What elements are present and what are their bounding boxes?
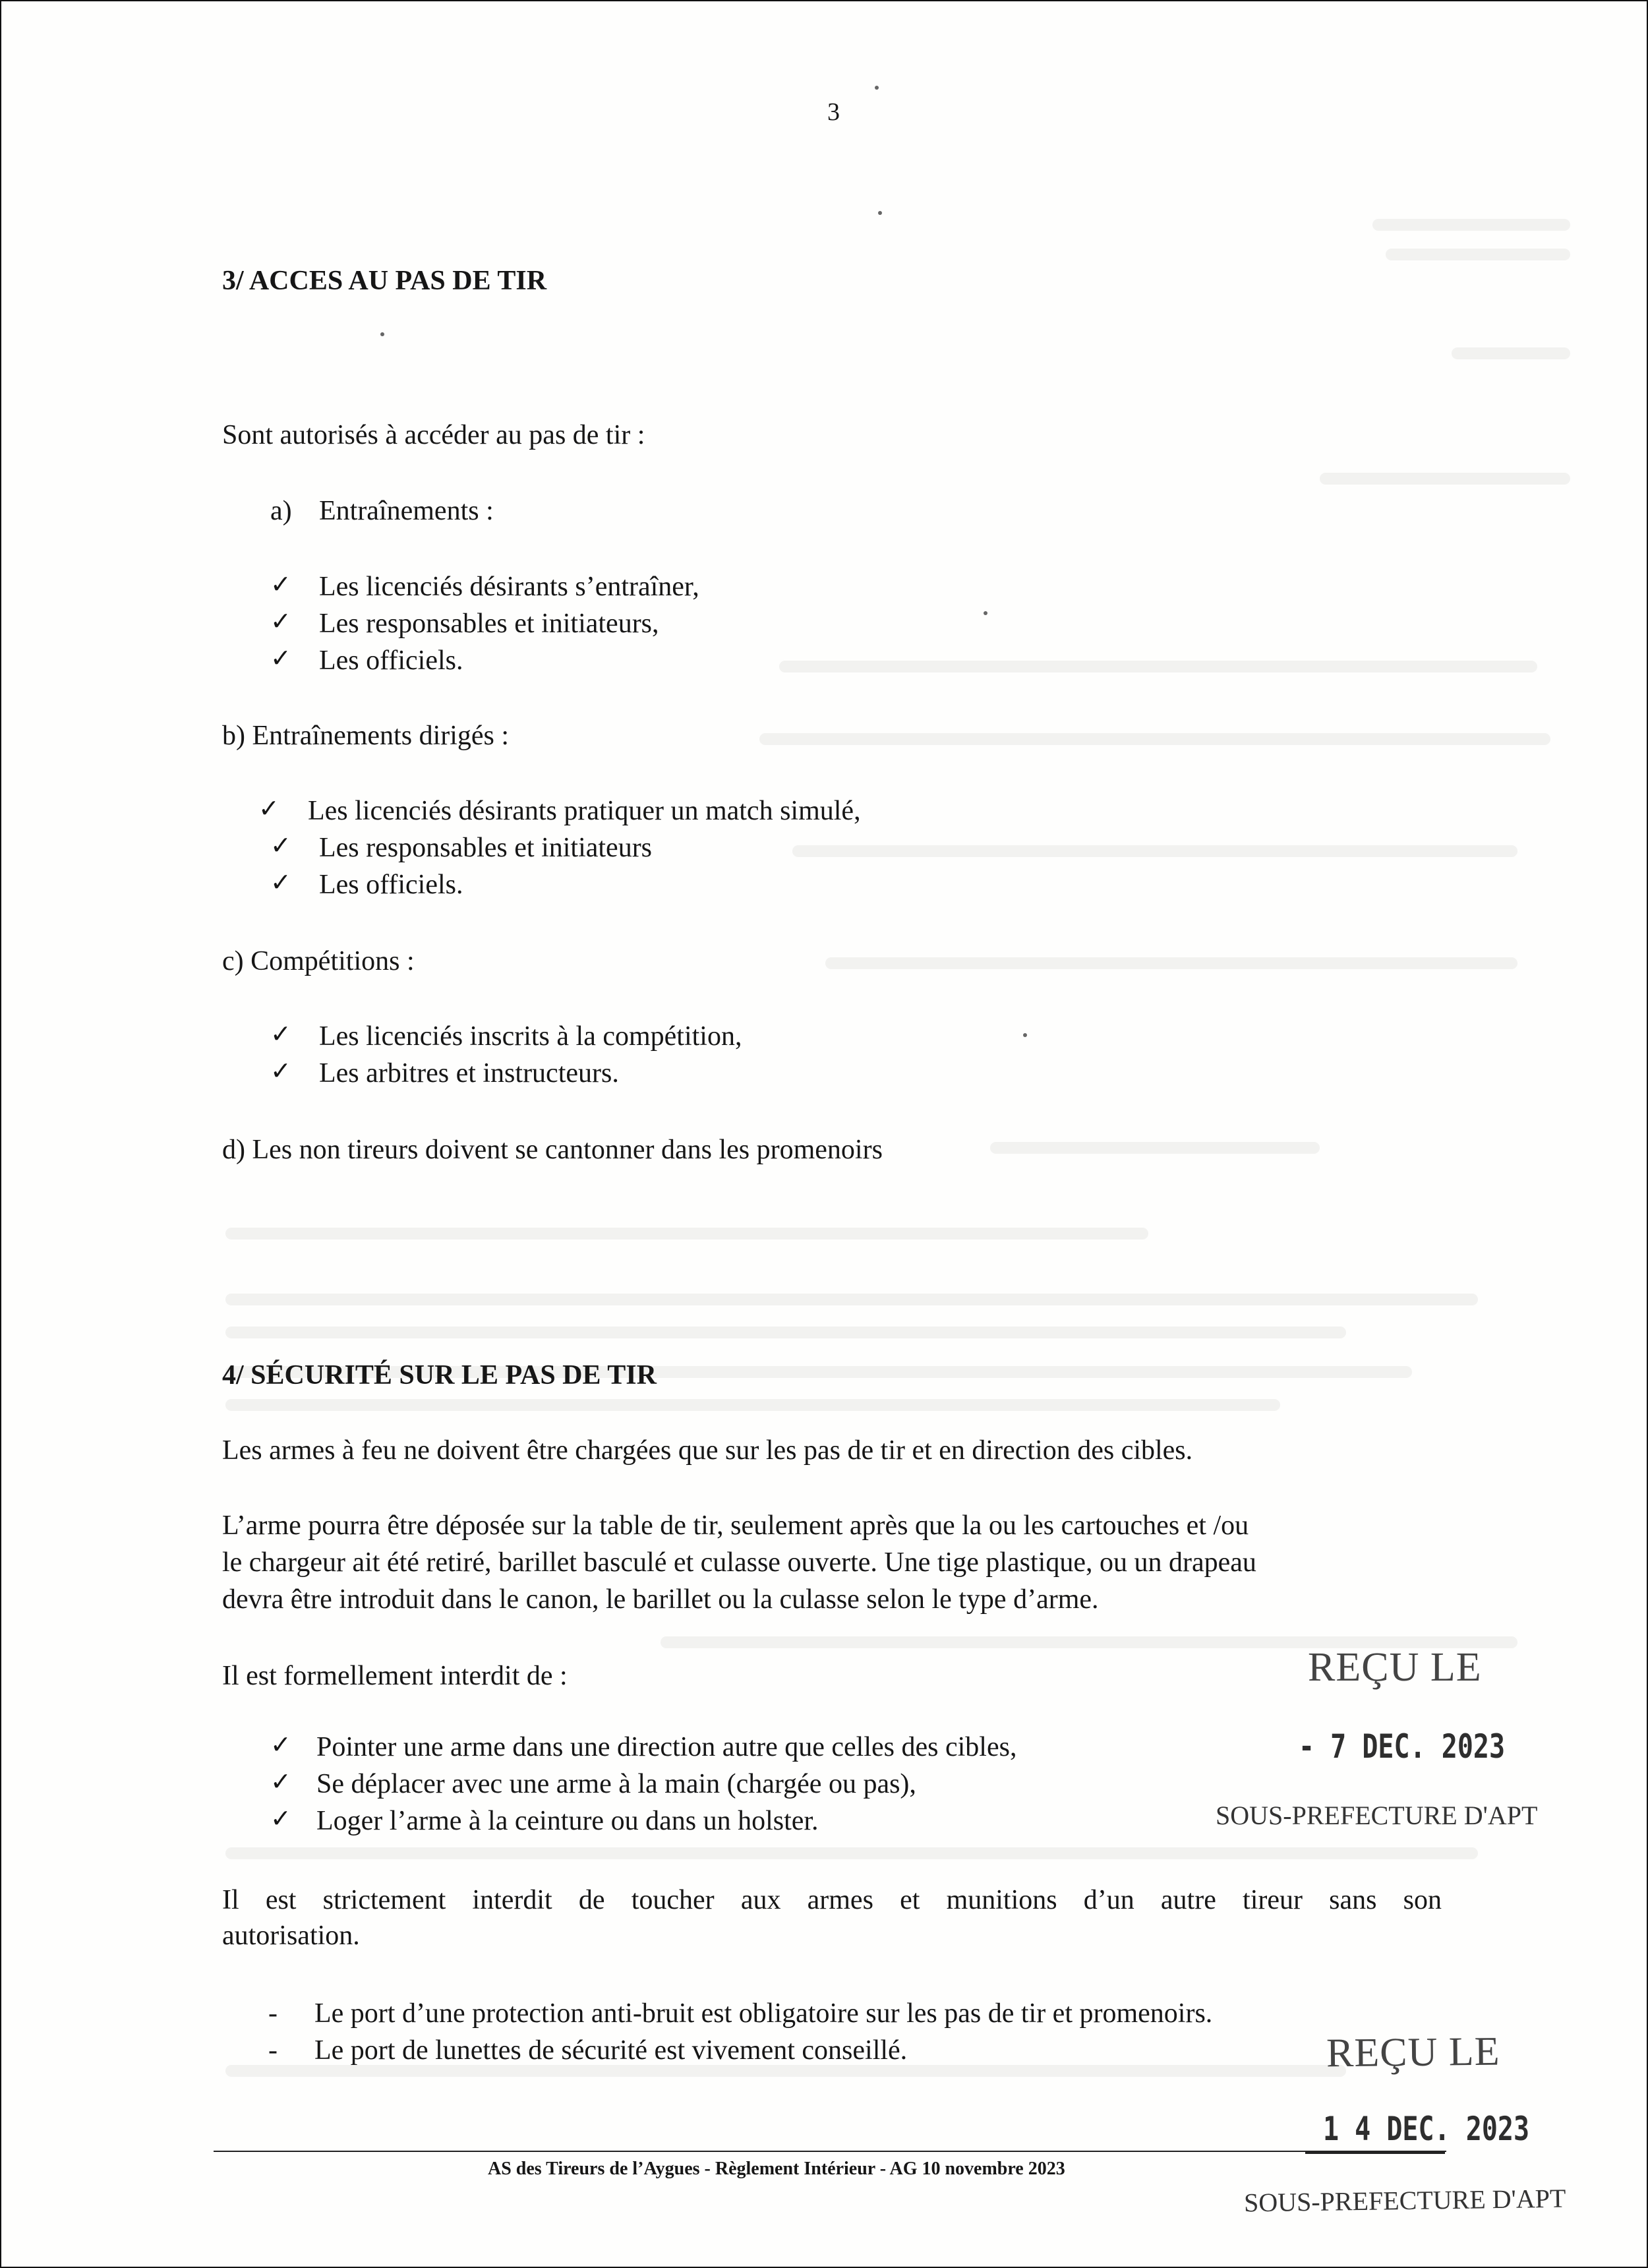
dash-icon: - (268, 1998, 278, 2029)
check-icon: ✓ (270, 1767, 291, 1796)
paragraph-line: devra être introduit dans le canon, le barillet ou la culasse selon le type d’arme. (222, 1584, 1099, 1615)
list-item: Les licenciés inscrits à la compétition, (319, 1021, 742, 1052)
check-icon: ✓ (270, 1804, 291, 1833)
stamp-office: SOUS-PREFECTURE D'APT (1243, 2183, 1566, 2218)
strict-line-2: autorisation. (222, 1921, 360, 1951)
section-4-heading: 4/ SÉCURITÉ SUR LE PAS DE TIR (222, 1360, 657, 1390)
item-a-label: a) (270, 496, 292, 526)
speck (380, 332, 384, 336)
list-item: Loger l’arme à la ceinture ou dans un holster. (316, 1806, 819, 1836)
item-b-title: b) Entraînements dirigés : (222, 721, 510, 751)
check-icon: ✓ (270, 1730, 291, 1759)
section-3-intro: Sont autorisés à accéder au pas de tir : (222, 420, 645, 450)
footer-rule (214, 2151, 1446, 2152)
paragraph-line: L’arme pourra être déposée sur la table de tir, seulement après que la ou les cartouches et /ou (222, 1510, 1249, 1541)
list-item: Les officiels. (319, 645, 463, 676)
section-4-paragraph-1: Les armes à feu ne doivent être chargées que sur les pas de tir et en direction des cibles. (222, 1435, 1193, 1466)
check-icon: ✓ (270, 643, 291, 672)
list-item: Les officiels. (319, 870, 463, 900)
speck (878, 211, 882, 215)
paragraph-line: le chargeur ait été retiré, barillet basculé et culasse ouverte. Une tige plastique, ou un drapeau (222, 1547, 1256, 1578)
strict-line-1: Il est strictement interdit de toucher aux armes et munitions d’un autre tireur sans son (222, 1885, 1442, 1915)
check-icon: ✓ (270, 1056, 291, 1085)
list-item: Les responsables et initiateurs (319, 833, 653, 863)
check-icon: ✓ (258, 794, 280, 823)
list-item: Se déplacer avec une arme à la main (chargée ou pas), (316, 1769, 916, 1799)
stamp-date: - 7 DEC. 2023 (1299, 1727, 1506, 1766)
list-item: Le port de lunettes de sécurité est vivement conseillé. (314, 2035, 908, 2066)
stamp-title: REÇU LE (1308, 1645, 1482, 1690)
footer-text: AS des Tireurs de l’Aygues - Règlement Intérieur - AG 10 novembre 2023 (488, 2159, 1065, 2179)
list-item: Les licenciés désirants s’entraîner, (319, 572, 699, 602)
check-icon: ✓ (270, 831, 291, 860)
list-item: Le port d’une protection anti-bruit est obligatoire sur les pas de tir et promenoirs. (314, 1998, 1213, 2029)
check-icon: ✓ (270, 868, 291, 897)
section-3-heading: 3/ ACCES AU PAS DE TIR (222, 266, 547, 296)
stamp-office: SOUS-PREFECTURE D'APT (1216, 1801, 1538, 1830)
speck (1023, 1033, 1027, 1037)
check-icon: ✓ (270, 607, 291, 636)
item-d-text: d) Les non tireurs doivent se cantonner dans les promenoirs (222, 1135, 883, 1165)
dash-icon: - (268, 2035, 278, 2066)
speck (875, 86, 879, 90)
item-c-title: c) Compétitions : (222, 946, 415, 976)
page-number: 3 (827, 98, 840, 126)
speck (984, 611, 987, 615)
list-item: Les licenciés désirants pratiquer un match simulé, (308, 796, 861, 826)
check-icon: ✓ (270, 1019, 291, 1048)
item-a-title: Entraînements : (319, 496, 494, 526)
stamp-title: REÇU LE (1326, 2029, 1500, 2076)
list-item: Les responsables et initiateurs, (319, 609, 659, 639)
check-icon: ✓ (270, 570, 291, 599)
list-item: Pointer une arme dans une direction autre que celles des cibles, (316, 1732, 1017, 1762)
stamp-underline (1305, 2152, 1445, 2154)
stamp-date: 1 4 DEC. 2023 (1323, 2110, 1530, 2148)
forbidden-intro: Il est formellement interdit de : (222, 1661, 568, 1691)
list-item: Les arbitres et instructeurs. (319, 1058, 619, 1089)
